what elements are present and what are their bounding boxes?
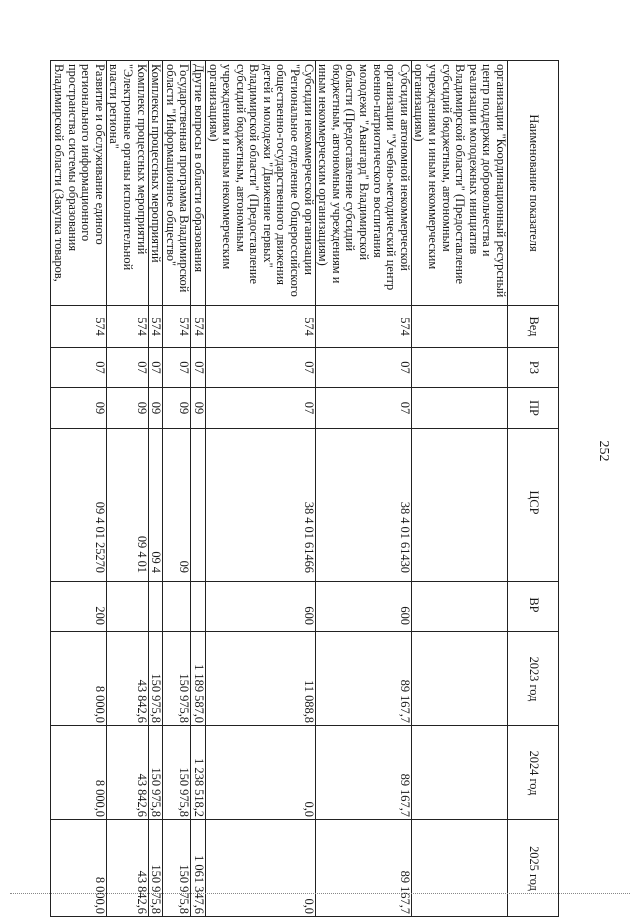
cell-ved: 574 xyxy=(191,306,206,348)
cell-name: Другие вопросы в области образования xyxy=(191,61,206,306)
header-2024: 2024 год xyxy=(508,726,559,820)
cell-2023: 8 000,0 xyxy=(51,632,106,726)
header-name: Наименование показателя xyxy=(508,61,559,306)
cell-csr xyxy=(411,429,507,582)
header-ved: Вед xyxy=(508,306,559,348)
cell-pr: 09 xyxy=(106,388,148,429)
cell-vr xyxy=(106,582,148,632)
cell-vr xyxy=(191,582,206,632)
cell-pr: 07 xyxy=(205,388,315,429)
cell-2023: 1 189 587,0 xyxy=(191,632,206,726)
table-row xyxy=(191,61,206,917)
cell-vr: 600 xyxy=(315,582,411,632)
cell-rz xyxy=(411,348,507,388)
cell-name: Комплекс процессных мероприятий "Электронные органы исполнительной власти региона" xyxy=(106,61,148,306)
cell-2025: 43 842,6 xyxy=(106,820,148,917)
cell-2023: 150 975,8 xyxy=(163,632,191,726)
cell-name: организации "Координационный ресурсный центр поддержки добровольчества и реализации молодежных инициатив Владимирской области" (Предоставление субсидий бюджетным, автономным учреждениям и иным некоммерческим организациям) xyxy=(411,61,507,306)
cell-ved: 574 xyxy=(163,306,191,348)
cell-vr: 600 xyxy=(205,582,315,632)
cell-csr: 09 4 xyxy=(148,429,163,582)
table-row xyxy=(205,61,315,917)
scan-bottom-edge xyxy=(10,893,630,895)
cell-pr: 09 xyxy=(148,388,163,429)
cell-name: Субсидии некоммерческой организации "Региональное отделение Общероссийского общественно-государственного движения детей и молодежи "Движение первых" Владимирской области" (Предоставление субсидий бюджетным, автономным учреждениям и иным некоммерческим организациям) xyxy=(205,61,315,306)
header-2023: 2023 год xyxy=(508,632,559,726)
cell-pr xyxy=(411,388,507,429)
table-row xyxy=(163,61,191,917)
cell-ved: 574 xyxy=(51,306,106,348)
cell-rz: 07 xyxy=(205,348,315,388)
cell-vr: 200 xyxy=(51,582,106,632)
cell-2023: 43 842,6 xyxy=(106,632,148,726)
cell-name: Развитие и обслуживание единого регионального информационного пространства системы образования Владимирской области (Закупка товаров, xyxy=(51,61,106,306)
cell-ved: 574 xyxy=(148,306,163,348)
cell-csr: 38 4 01 61466 xyxy=(205,429,315,582)
table-row xyxy=(148,61,163,917)
cell-csr: 09 4 01 25270 xyxy=(51,429,106,582)
cell-csr: 09 4 01 xyxy=(106,429,148,582)
cell-2023: 89 167,7 xyxy=(315,632,411,726)
cell-2024: 0,0 xyxy=(205,726,315,820)
budget-table xyxy=(50,60,559,917)
table-row xyxy=(106,61,148,917)
cell-ved: 574 xyxy=(205,306,315,348)
cell-csr: 38 4 01 61430 xyxy=(315,429,411,582)
cell-2024: 43 842,6 xyxy=(106,726,148,820)
cell-ved: 574 xyxy=(315,306,411,348)
cell-2023 xyxy=(411,632,507,726)
cell-2024: 8 000,0 xyxy=(51,726,106,820)
cell-2025: 150 975,8 xyxy=(148,820,163,917)
cell-vr xyxy=(163,582,191,632)
cell-rz: 07 xyxy=(163,348,191,388)
cell-csr: 09 xyxy=(163,429,191,582)
cell-pr: 09 xyxy=(191,388,206,429)
cell-rz: 07 xyxy=(51,348,106,388)
rotated-page xyxy=(27,60,559,916)
cell-name: Государственная программа Владимирской области "Информационное общество" xyxy=(163,61,191,306)
cell-pr: 09 xyxy=(51,388,106,429)
cell-rz: 07 xyxy=(148,348,163,388)
cell-2025: 150 975,8 xyxy=(163,820,191,917)
cell-2025: 89 167,7 xyxy=(315,820,411,917)
cell-2024: 150 975,8 xyxy=(163,726,191,820)
cell-csr xyxy=(191,429,206,582)
cell-2025 xyxy=(411,820,507,917)
cell-2024 xyxy=(411,726,507,820)
cell-vr xyxy=(411,582,507,632)
cell-ved: 574 xyxy=(106,306,148,348)
cell-ved xyxy=(411,306,507,348)
cell-2024: 1 238 518,2 xyxy=(191,726,206,820)
cell-rz: 07 xyxy=(191,348,206,388)
header-pr: ПР xyxy=(508,388,559,429)
cell-2024: 89 167,7 xyxy=(315,726,411,820)
cell-vr xyxy=(148,582,163,632)
header-2025: 2025 год xyxy=(508,820,559,917)
page-number: 252 xyxy=(596,440,611,462)
header-vr: ВР xyxy=(508,582,559,632)
cell-name: Комплексы процессных мероприятий xyxy=(148,61,163,306)
cell-pr: 09 xyxy=(163,388,191,429)
cell-rz: 07 xyxy=(106,348,148,388)
cell-2025: 8 000,0 xyxy=(51,820,106,917)
cell-pr: 07 xyxy=(315,388,411,429)
cell-2025: 0,0 xyxy=(205,820,315,917)
table-row xyxy=(411,61,507,917)
cell-rz: 07 xyxy=(315,348,411,388)
table-row xyxy=(51,61,106,917)
cell-name: Субсидии автономной некоммерческой организации "Учебно-методический центр военно-патриотического воспитания молодежи "Авангард" Владимирской области (Предоставление субсидий бюджетным, автономным учреждениям и иным некоммерческим организациям) xyxy=(315,61,411,306)
header-row xyxy=(508,61,559,917)
cell-2025: 1 061 347,6 xyxy=(191,820,206,917)
cell-2023: 11 088,8 xyxy=(205,632,315,726)
header-csr: ЦСР xyxy=(508,429,559,582)
table-row xyxy=(315,61,411,917)
cell-2023: 150 975,8 xyxy=(148,632,163,726)
header-rz: РЗ xyxy=(508,348,559,388)
cell-2024: 150 975,8 xyxy=(148,726,163,820)
